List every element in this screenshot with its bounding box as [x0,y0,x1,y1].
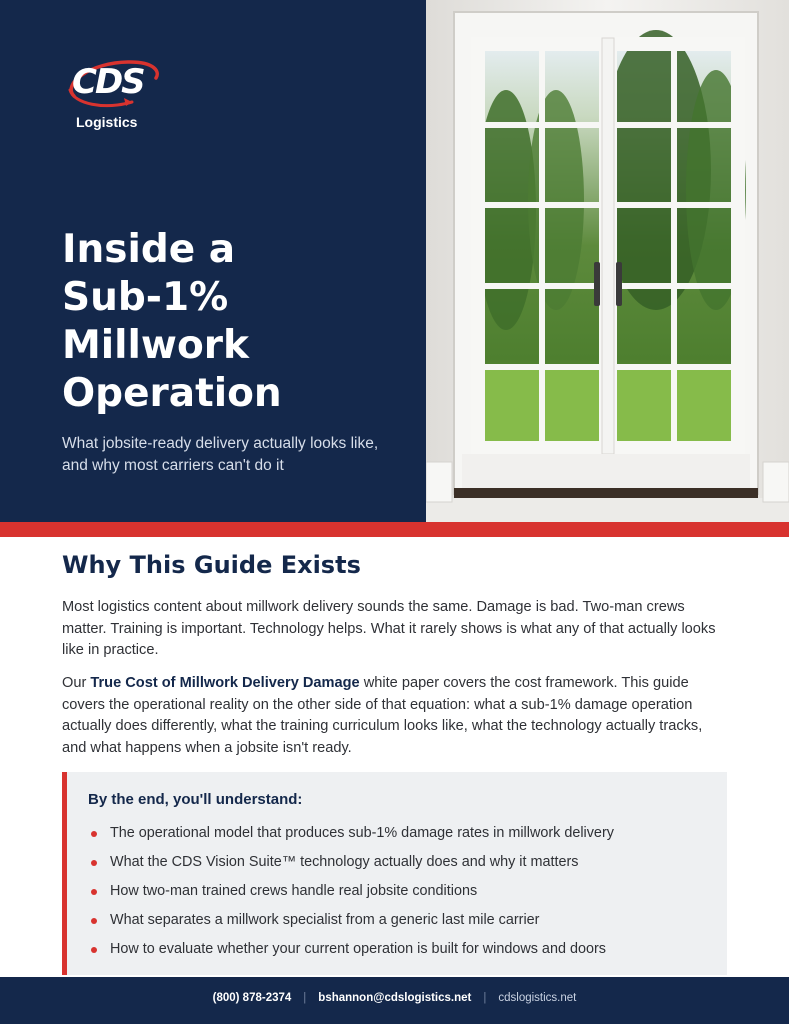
bullet-icon [91,918,97,924]
title-line: Millwork [62,323,249,368]
list-item [88,877,718,906]
list-item [88,848,718,877]
footer-phone[interactable]: (800) 878-2374 [212,992,292,1004]
callout-heading: By the end, you'll understand: [88,791,303,808]
para-suffix: white paper covers the cost framework. This guide covers the operational reality on the other side of that equation: what a sub-1% damage operation actually does differently, what the training curriculum looks like, what the technology actually tracks, and what happens when a jobsite isn't ready. [62,675,703,756]
list-item [88,906,718,935]
bullet-icon [91,860,97,866]
body-paragraph [62,673,730,759]
key-takeaways-callout [62,772,727,975]
white-paper-link[interactable]: True Cost of Millwork Delivery Damage [90,675,360,691]
bullet-icon [91,889,97,895]
intro-paragraph: Most logistics content about millwork delivery sounds the same. Damage is bad. Two-man crews matter. Training is important. Technology helps. What it rarely shows is what any of that actually looks like in practice. [62,599,716,658]
footer-website[interactable]: cdslogistics.net [498,992,577,1004]
title-line: Operation [62,371,282,416]
page-subtitle: What jobsite-ready delivery actually looks like, and why most carriers can't do it [62,435,379,474]
list-item [88,819,718,848]
list-item-text: What separates a millwork specialist from a generic last mile carrier [110,912,540,928]
footer-bar [0,977,789,1024]
footer-separator: | [303,992,307,1004]
footer-separator: | [483,992,487,1004]
title-line: Sub-1% [62,275,229,320]
list-item-text: How to evaluate whether your current operation is built for windows and doors [110,941,606,957]
hero-text-panel [0,0,426,522]
page-title [62,226,402,418]
list-item-text: How two-man trained crews handle real jobsite conditions [110,883,478,899]
list-item [88,935,718,964]
takeaways-list [88,819,718,964]
title-line: Inside a [62,227,236,272]
french-door-image [426,0,789,522]
list-item-text: What the CDS Vision Suite™ technology actually does and why it matters [110,854,579,870]
bullet-icon [91,947,97,953]
list-item-text: The operational model that produces sub-1% damage rates in millwork delivery [110,825,614,841]
section-heading: Why This Guide Exists [62,551,361,579]
para-prefix: Our [62,675,91,691]
footer-email[interactable]: bshannon@cdslogistics.net [318,992,472,1004]
logo-wordmark: CDS [72,62,144,102]
logo-subtitle: Logistics [76,114,138,130]
cds-logo [60,56,170,136]
accent-divider [0,522,789,537]
door-photo [426,0,789,522]
footer-contacts [0,992,789,1004]
bullet-icon [91,831,97,837]
